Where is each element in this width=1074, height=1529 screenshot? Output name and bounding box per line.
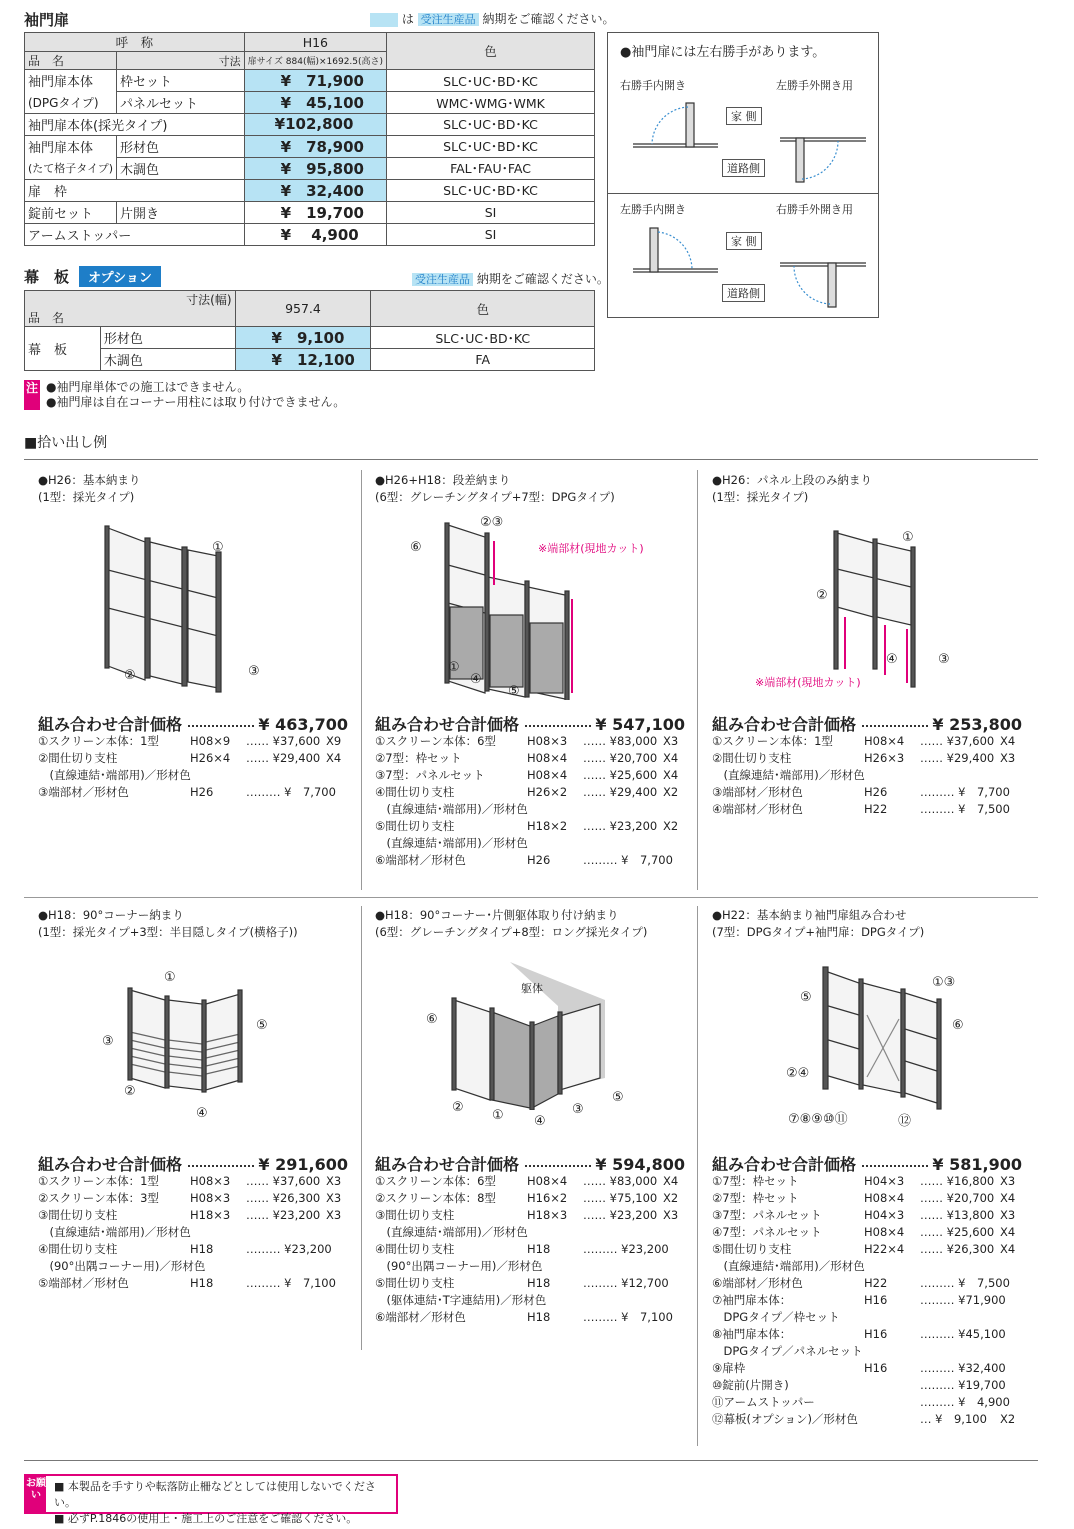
example-5-prices: 組み合わせ合計価格 ¥ 594,800 ①スクリーン本体：6型 H08×4 …… ¥83,000 X4 ②スクリーン本体：8型 H16×2 …… ¥75,100 X2 ③間仕切り支柱 H18×3 …… ¥23,200 X3 (直線連結･端部用)／形材色 ④間仕切り支柱 H18 ……… ¥23,200 (90°出隅コーナー用)／形材色 ⑤間仕切り支柱 H18 ……… ¥12,700 (躯体連結･T字連結用)／形材色 ⑥端部材／形材色 H18 ……… ¥ 7,100 <box>375 1155 685 1324</box>
handedness-diagrams <box>608 33 878 317</box>
price-line: ③7型：パネルセット H04×3 …… ¥13,800 X3 <box>712 1208 1016 1222</box>
hdr-size: 扉サイズ 884(幅)×1692.5(高さ) <box>244 52 386 70</box>
example-3-diagram <box>825 525 935 695</box>
price-line: ③端部材／形材色 H26 ……… ¥ 7,700 <box>712 785 1010 799</box>
example-6-prices: 組み合わせ合計価格 ¥ 581,900 ①7型：枠セット H04×3 …… ¥16,800 X3 ②7型：枠セット H08×4 …… ¥20,700 X4 ③7型：パネルセット H04×3 …… ¥13,800 X3 ④7型：パネルセット H08×4 …… ¥25,600 X4 ⑤間仕切り支柱 H22×4 …… ¥26,300 X4 (直線連結･端部用)／形材色 ⑥端部材／形材色 H22 ……… ¥ 7,500 ⑦袖門扉本体： H16 ……… ¥71,900 DPGタイプ／枠セット ⑧袖門扉本体： H16 ……… ¥45,100 DPGタイプ／パネルセット ⑨扉枠 H16 ……… ¥32,400 ⑩錠前(片開き) ……… ¥19,700 ⑪アームストッパー ……… ¥ 4,900 ⑫幕板(オプション)／形材色 … ¥ 9,100 X2 <box>712 1155 1022 1426</box>
examples-title: ■拾い出し例 <box>24 435 108 451</box>
price-line: ①スクリーン本体：1型 H08×3 …… ¥37,600 X3 <box>38 1174 342 1188</box>
table-row: (DPGタイプ) パネルセット ¥ 45,100 WMC･WMG･WMK <box>25 92 595 114</box>
example-3-prices: 組み合わせ合計価格 ¥ 253,800 ①スクリーン本体：1型 H08×4 …… ¥37,600 X4 ②間仕切り支柱 H26×3 …… ¥29,400 X3 (直線連結･端部用)／形材色 ③端部材／形材色 H26 ……… ¥ 7,700 ④端部材／形材色 H22 ……… ¥ 7,500 <box>712 715 1022 816</box>
footer-notes: ■ 本製品を手すりや転落防止柵などとしては使用しないでください。 ■ 必ずP.1846の使用上・施工上のご注意をご確認ください。 <box>54 1480 376 1525</box>
price-line: ①スクリーン本体：6型 H08×4 …… ¥83,000 X4 <box>375 1174 679 1188</box>
example-2-prices: 組み合わせ合計価格 ¥ 547,100 ①スクリーン本体：6型 H08×3 …… ¥83,000 X3 ②7型：枠セット H08×4 …… ¥20,700 X4 ③7型：パネルセット H08×4 …… ¥25,600 X4 ④間仕切り支柱 H26×2 …… ¥29,400 X2 (直線連結･端部用)／形材色 ⑤間仕切り支柱 H18×2 …… ¥23,200 X2 (直線連結･端部用)／形材色 ⑥端部材／形材色 H26 ……… ¥ 7,700 <box>375 715 685 867</box>
price-line: ④端部材／形材色 H22 ……… ¥ 7,500 <box>712 802 1010 816</box>
door-title: 袖門扉 <box>24 11 70 29</box>
price-line: ④間仕切り支柱 H18 ……… ¥23,200 <box>375 1242 669 1256</box>
price-line: ⑤端部材／形材色 H18 ……… ¥ 7,100 <box>38 1276 336 1290</box>
legend-text: は <box>401 12 414 26</box>
price-line: ③端部材／形材色 H26 ……… ¥ 7,700 <box>38 785 336 799</box>
table-row: 錠前セット 片開き ¥ 19,700 SI <box>25 201 595 223</box>
notes: ●袖門扉単体での施工はできません。 ●袖門扉は自在コーナー用柱には取り付けできません。 <box>46 380 346 409</box>
price-line: ⑤間仕切り支柱 H22×4 …… ¥26,300 X4 <box>712 1242 1016 1256</box>
footer-box <box>24 1474 398 1525</box>
hdr-color: 色 <box>387 33 595 70</box>
total-price: ¥ 253,800 <box>932 715 1022 734</box>
price-line: ③7型：パネルセット H08×4 …… ¥25,600 X4 <box>375 768 679 782</box>
price-line: ⑤間仕切り支柱 H18 ……… ¥12,700 <box>375 1276 669 1290</box>
hdr-w: 957.4 <box>235 291 371 327</box>
table-row: 袖門扉本体 形材色 ¥ 78,900 SLC･UC･BD･KC <box>25 135 595 157</box>
price-line: ⑩錠前(片開き) ……… ¥19,700 <box>712 1378 1006 1392</box>
price-line: ①スクリーン本体：1型 H08×4 …… ¥37,600 X4 <box>712 734 1016 748</box>
price-line: (直線連結･端部用)／形材色 <box>38 1225 191 1239</box>
price-line: (直線連結･端部用)／形材色 <box>38 768 191 782</box>
price-line: ②スクリーン本体：3型 H08×3 …… ¥26,300 X3 <box>38 1191 342 1205</box>
price-line: ⑥端部材／形材色 H18 ……… ¥ 7,100 <box>375 1310 673 1324</box>
price-line: DPGタイプ／枠セット <box>712 1310 840 1324</box>
price-line: (直線連結･端部用)／形材色 <box>712 1259 865 1273</box>
price-line: (直線連結･端部用)／形材色 <box>375 1225 528 1239</box>
door-price-table <box>24 32 595 246</box>
price-line: ①スクリーン本体：6型 H08×3 …… ¥83,000 X3 <box>375 734 679 748</box>
handedness-title: ●袖門扉には左右勝手があります。 <box>620 45 826 60</box>
hdr-call: 呼 称 <box>25 33 245 52</box>
price-line: ②スクリーン本体：8型 H16×2 …… ¥75,100 X2 <box>375 1191 679 1205</box>
example-4-prices: 組み合わせ合計価格 ¥ 291,600 ①スクリーン本体：1型 H08×3 …… ¥37,600 X3 ②スクリーン本体：3型 H08×3 …… ¥26,300 X3 ③間仕切り支柱 H18×3 …… ¥23,200 X3 (直線連結･端部用)／形材色 ④間仕切り支柱 H18 ……… ¥23,200 (90°出隅コーナー用)／形材色 ⑤端部材／形材色 H18 ……… ¥ 7,100 <box>38 1155 348 1290</box>
door-legend <box>370 10 615 27</box>
total-price: ¥ 594,800 <box>595 1155 685 1174</box>
total-price: ¥ 463,700 <box>258 715 348 734</box>
hdr-dim: 寸法 <box>117 52 245 70</box>
total-price: ¥ 291,600 <box>258 1155 348 1174</box>
hdr-item: 品 名 <box>25 309 236 327</box>
price-line: (直線連結･端部用)／形材色 <box>375 836 528 850</box>
price-line: ⑥端部材／形材色 H26 ……… ¥ 7,700 <box>375 853 673 867</box>
table-row: 木調色 ¥ 12,100 FA <box>25 349 595 371</box>
hdr-item: 品 名 <box>25 52 117 70</box>
hdr-h16: H16 <box>244 33 386 52</box>
footer-mark: お願い <box>26 1476 46 1512</box>
hdr-color: 色 <box>371 291 595 327</box>
price-line: (直線連結･端部用)／形材色 <box>712 768 865 782</box>
price-line: ③間仕切り支柱 H18×3 …… ¥23,200 X3 <box>375 1208 679 1222</box>
example-4-diagram <box>120 980 250 1100</box>
table-row: アームストッパー ¥ 4,900 SI <box>25 223 595 245</box>
price-line: ④間仕切り支柱 H26×2 …… ¥29,400 X2 <box>375 785 679 799</box>
price-line: ②間仕切り支柱 H26×4 …… ¥29,400 X4 <box>38 751 342 765</box>
legend-tag: 受注生産品 <box>418 13 479 26</box>
legend-note: 納期をご確認ください。 <box>482 12 615 26</box>
table-row: 扉 枠 ¥ 32,400 SLC･UC･BD･KC <box>25 179 595 201</box>
table-row: 袖門扉本体 枠セット ¥ 71,900 SLC･UC･BD･KC <box>25 70 595 92</box>
price-line: ④7型：パネルセット H08×4 …… ¥25,600 X4 <box>712 1225 1016 1239</box>
price-line: ③間仕切り支柱 H18×3 …… ¥23,200 X3 <box>38 1208 342 1222</box>
legend-swatch <box>370 13 398 27</box>
price-line: ⑥端部材／形材色 H22 ……… ¥ 7,500 <box>712 1276 1010 1290</box>
example-5: ●H18：90°コーナー･片側躯体取り付け納まり (6型：グレーチングタイプ+8型：ロング採光タイプ) <box>375 908 648 939</box>
hdr-dim: 寸法(幅) <box>25 291 236 309</box>
option-badge: オプション <box>79 266 161 287</box>
price-line: ①7型：枠セット H04×3 …… ¥16,800 X3 <box>712 1174 1016 1188</box>
example-2: ●H26+H18：段差納まり (6型：グレーチングタイプ+7型：DPGタイプ) <box>375 473 615 504</box>
example-3: ●H26：パネル上段のみ納まり (1型：採光タイプ) <box>712 473 872 504</box>
example-6: ●H22：基本納まり袖門扉組み合わせ (7型：DPGタイプ+袖門扉：DPGタイプ) <box>712 908 925 939</box>
table-row: 袖門扉本体(採光タイプ) ¥102,800 SLC･UC･BD･KC <box>25 114 595 136</box>
price-line: ⑫幕板(オプション)／形材色 … ¥ 9,100 X2 <box>712 1412 1016 1426</box>
panel-price-table <box>24 290 595 371</box>
price-line: (躯体連結･T字連結用)／形材色 <box>375 1293 547 1307</box>
example-6-diagram <box>815 965 945 1115</box>
price-line: (90°出隅コーナー用)／形材色 <box>38 1259 206 1273</box>
legend-note: 納期をご確認ください。 <box>476 272 609 286</box>
price-line: (90°出隅コーナー用)／形材色 <box>375 1259 543 1273</box>
table-row: 幕 板 形材色 ¥ 9,100 SLC･UC･BD･KC <box>25 327 595 349</box>
example-4: ●H18：90°コーナー納まり (1型：採光タイプ+3型：半目隠しタイプ(横格子)) <box>38 908 298 939</box>
price-line: ⑨扉枠 H16 ……… ¥32,400 <box>712 1361 1006 1375</box>
legend-tag: 受注生産品 <box>412 273 473 286</box>
total-price: ¥ 581,900 <box>932 1155 1022 1174</box>
panel-name: 幕 板 <box>25 327 101 371</box>
panel-title: 幕 板 <box>24 268 70 286</box>
price-line: (直線連結･端部用)／形材色 <box>375 802 528 816</box>
price-line: ⑤間仕切り支柱 H18×2 …… ¥23,200 X2 <box>375 819 679 833</box>
table-row: (たて格子タイプ) 木調色 ¥ 95,800 FAL･FAU･FAC <box>25 157 595 179</box>
panel-legend <box>412 270 609 287</box>
note-mark: 注 <box>24 380 40 410</box>
price-line: ⑦袖門扉本体： H16 ……… ¥71,900 <box>712 1293 1006 1307</box>
price-line: ⑧袖門扉本体： H16 ……… ¥45,100 <box>712 1327 1006 1341</box>
price-line: ②間仕切り支柱 H26×3 …… ¥29,400 X3 <box>712 751 1016 765</box>
price-line: ②7型：枠セット H08×4 …… ¥20,700 X4 <box>712 1191 1016 1205</box>
price-line: ②7型：枠セット H08×4 …… ¥20,700 X4 <box>375 751 679 765</box>
price-line: ⑪アームストッパー ……… ¥ 4,900 <box>712 1395 1010 1409</box>
handedness-box: ●袖門扉には左右勝手があります。 右勝手内開き 左勝手外開き用 左勝手内開き 右勝手外開き用 家 側 道路側 家 側 道路側 <box>607 32 879 318</box>
example-1-prices: 組み合わせ合計価格 ¥ 463,700 ①スクリーン本体：1型 H08×9 …… ¥37,600 X9 ②間仕切り支柱 H26×4 …… ¥29,400 X4 (直線連結･端部用)／形材色 ③端部材／形材色 H26 ……… ¥ 7,700 <box>38 715 348 799</box>
example-1: ●H26：基本納まり (1型：採光タイプ) <box>38 473 141 504</box>
price-line: ④間仕切り支柱 H18 ……… ¥23,200 <box>38 1242 332 1256</box>
price-line: DPGタイプ／パネルセット <box>712 1344 863 1358</box>
total-price: ¥ 547,100 <box>595 715 685 734</box>
price-line: ①スクリーン本体：1型 H08×9 …… ¥37,600 X9 <box>38 734 342 748</box>
